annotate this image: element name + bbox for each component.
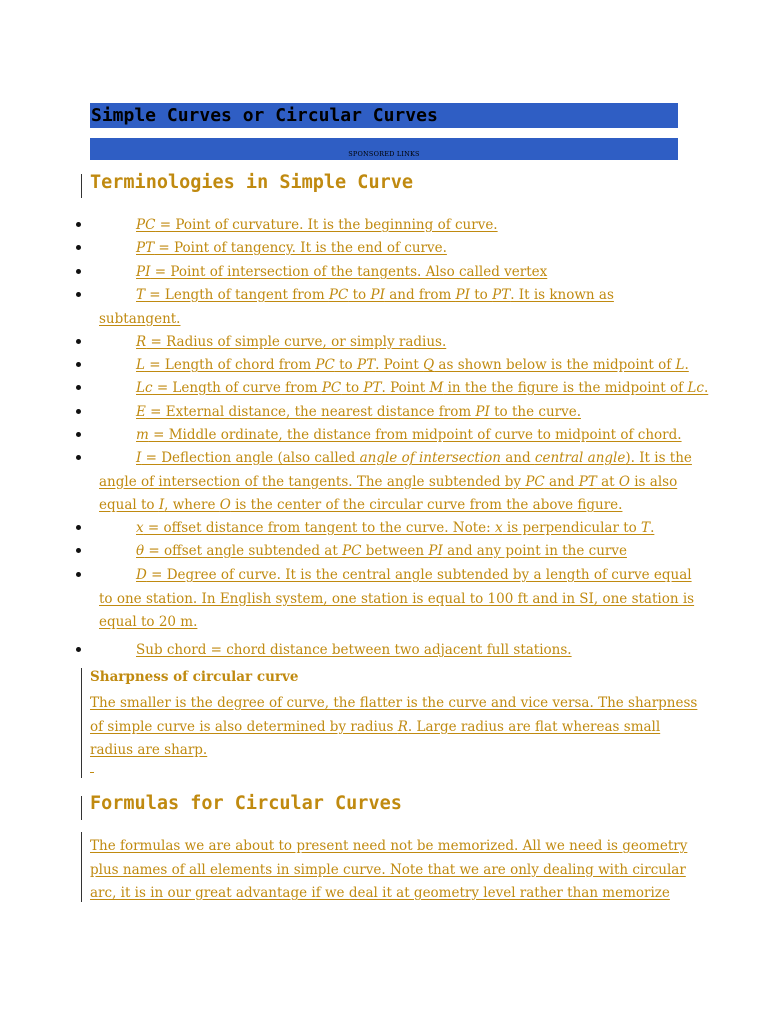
term-text: subtangent. xyxy=(99,310,181,327)
term-item-line xyxy=(136,403,581,421)
bullet-icon xyxy=(76,572,81,577)
term-text: . xyxy=(650,520,655,536)
term-symbol: E xyxy=(136,404,146,420)
term-symbol: PC xyxy=(525,473,545,490)
term-text: angle of intersection of the tangents. The angle subtended by xyxy=(99,473,526,490)
page-title: Simple Curves or Circular Curves xyxy=(91,105,438,126)
term-text: and xyxy=(544,473,579,490)
bullet-icon xyxy=(76,292,81,297)
bullet-icon xyxy=(76,455,81,460)
term-symbol: PT xyxy=(356,357,376,373)
term-text: = Radius of simple curve, or simply radius. xyxy=(146,334,447,350)
term-symbol: T xyxy=(641,520,651,536)
term-text: is the center of the circular curve from the above figure. xyxy=(230,497,623,513)
bullet-icon xyxy=(76,339,81,344)
term-symbol: PI xyxy=(475,404,490,420)
term-item-line xyxy=(99,473,677,491)
bullet-icon xyxy=(76,385,81,390)
bullet-icon xyxy=(76,647,81,652)
term-text: to the curve. xyxy=(489,404,581,420)
term-symbol: I xyxy=(136,450,142,466)
term-symbol: PT xyxy=(578,473,597,490)
sponsored-links-label: SPONSORED LINKS xyxy=(348,150,420,158)
term-symbol: θ xyxy=(136,543,145,559)
term-item-line xyxy=(136,566,692,584)
term-symbol: R xyxy=(136,334,147,350)
term-item-line xyxy=(136,542,627,560)
term-text: and xyxy=(500,450,535,466)
bullet-icon xyxy=(76,432,81,437)
term-text: , where xyxy=(164,497,220,513)
bullet-icon xyxy=(76,362,81,367)
term-text: . It is known as xyxy=(510,287,614,303)
term-text: is also xyxy=(629,473,678,490)
term-item-line xyxy=(136,426,682,444)
term-text: . Large radius are flat whereas small xyxy=(407,718,661,735)
formulas-text-line xyxy=(90,884,670,902)
term-text: = offset distance from tangent to the curve. Note: xyxy=(143,520,495,536)
term-symbol: PC xyxy=(321,380,342,396)
term-text: . Point xyxy=(381,380,430,396)
section-divider-line-2 xyxy=(81,796,82,820)
term-item-line xyxy=(136,286,614,304)
term-item-line xyxy=(136,333,446,351)
term-text: at xyxy=(596,473,619,490)
term-text: equal to 20 m. xyxy=(99,614,198,630)
term-text: Sub chord = chord distance between two adjacent full stations. xyxy=(136,642,572,658)
term-text: . Point xyxy=(375,357,424,373)
title-bar xyxy=(90,103,678,128)
bullet-icon xyxy=(76,269,81,274)
term-text: The formulas we are about to present need not be memorized. All we need is geometry xyxy=(90,838,688,854)
term-text: = Deflection angle (also called xyxy=(141,450,360,466)
term-symbol: PC xyxy=(342,543,362,559)
term-item-line xyxy=(136,641,572,659)
sharpness-heading: Sharpness of circular curve xyxy=(90,669,299,685)
sharpness-text-line xyxy=(90,694,697,712)
term-symbol: PT xyxy=(136,240,155,256)
term-text: as shown below is the midpoint of xyxy=(434,357,676,373)
term-symbol: PT xyxy=(363,380,382,396)
term-text: = Degree of curve. It is the central angle subtended by a length of curve equal xyxy=(146,567,692,583)
term-text: ). It is the xyxy=(625,450,692,466)
term-symbol: T xyxy=(136,287,146,303)
term-item-line xyxy=(99,496,622,514)
term-text: = Length of curve from xyxy=(152,380,322,396)
term-symbol: L xyxy=(675,357,685,373)
term-symbol: PI xyxy=(370,287,385,303)
term-text: = Length of tangent from xyxy=(145,287,329,303)
term-text: plus names of all elements in simple curve. Note that we are only dealing with circular xyxy=(90,861,686,878)
term-text: between xyxy=(361,543,429,559)
term-text: = Point of intersection of the tangents. Also called vertex xyxy=(150,264,548,280)
term-text: to xyxy=(348,287,371,303)
section-heading-formulas: Formulas for Circular Curves xyxy=(90,793,402,814)
section-divider-line xyxy=(81,174,82,198)
term-symbol: R xyxy=(397,718,408,735)
term-text: = External distance, the nearest distance from xyxy=(145,404,476,420)
term-symbol: O xyxy=(618,473,630,490)
term-text: radius are sharp. xyxy=(90,742,208,758)
term-symbol: PI xyxy=(428,543,443,559)
term-item-line xyxy=(136,379,708,397)
term-symbol: L xyxy=(136,357,145,373)
term-item-line xyxy=(99,613,197,631)
term-text: to xyxy=(334,357,357,373)
term-symbol: angle of intersection xyxy=(359,450,501,466)
formulas-text-line xyxy=(90,861,686,879)
term-text: . xyxy=(684,357,689,373)
term-symbol: Lc xyxy=(687,380,704,396)
term-item-line xyxy=(136,519,654,537)
term-symbol: D xyxy=(136,567,147,583)
term-text: to xyxy=(469,287,493,303)
term-item-line xyxy=(99,310,180,328)
separator-dash xyxy=(90,772,94,773)
term-symbol: M xyxy=(429,380,444,396)
section-heading-terminologies: Terminologies in Simple Curve xyxy=(90,172,414,193)
term-symbol: PI xyxy=(455,287,470,303)
formulas-text-line xyxy=(90,837,687,855)
term-symbol: PT xyxy=(492,287,511,303)
term-text: arc, it is in our great advantage if we deal it at geometry level rather than memorize xyxy=(90,885,670,901)
term-text: = Length of chord from xyxy=(144,357,316,373)
term-text: = Middle ordinate, the distance from midpoint of curve to midpoint of chord. xyxy=(148,427,682,443)
term-text: The smaller is the degree of curve, the flatter is the curve and vice versa. The sharpness xyxy=(90,695,698,711)
sharpness-text-line xyxy=(90,718,660,736)
term-symbol: central angle xyxy=(534,450,626,466)
bullet-icon xyxy=(76,409,81,414)
bullet-icon xyxy=(76,222,81,227)
term-text: = Point of curvature. It is the beginning of curve. xyxy=(155,217,498,233)
term-item-line xyxy=(136,356,689,374)
term-symbol: PC xyxy=(136,217,156,233)
term-symbol: PI xyxy=(136,264,151,280)
sharpness-divider-line xyxy=(81,668,82,778)
term-item-line xyxy=(136,216,498,234)
term-symbol: m xyxy=(136,427,149,443)
term-item-line xyxy=(99,590,694,608)
term-text: . xyxy=(703,380,709,396)
term-text: is perpendicular to xyxy=(502,520,642,536)
term-text: = Point of tangency. It is the end of curve. xyxy=(154,240,447,256)
term-text: equal to xyxy=(99,497,159,513)
term-symbol: x xyxy=(136,520,144,536)
sponsored-links-bar[interactable] xyxy=(90,138,678,160)
term-symbol: x xyxy=(495,520,503,536)
formulas-divider-line xyxy=(81,832,82,902)
term-text: to one station. In English system, one station is equal to 100 ft and in SI, one station is xyxy=(99,590,695,607)
term-symbol: O xyxy=(219,497,231,513)
bullet-icon xyxy=(76,548,81,553)
term-text: = offset angle subtended at xyxy=(144,543,343,559)
term-text: to xyxy=(341,380,364,396)
term-text: and any point in the curve xyxy=(442,543,627,559)
term-symbol: Lc xyxy=(136,380,153,396)
term-text: of simple curve is also determined by radius xyxy=(90,718,398,735)
term-symbol: I xyxy=(158,497,165,513)
bullet-icon xyxy=(76,525,81,530)
term-symbol: PC xyxy=(328,287,349,303)
term-text: in the the figure is the midpoint of xyxy=(443,380,688,396)
bullet-icon xyxy=(76,245,81,250)
term-item-line xyxy=(136,449,692,467)
term-item-line xyxy=(136,263,547,281)
term-symbol: Q xyxy=(423,357,435,373)
sharpness-text-line xyxy=(90,741,207,759)
term-symbol: PC xyxy=(315,357,335,373)
term-item-line xyxy=(136,239,447,257)
term-text: and from xyxy=(384,287,456,303)
